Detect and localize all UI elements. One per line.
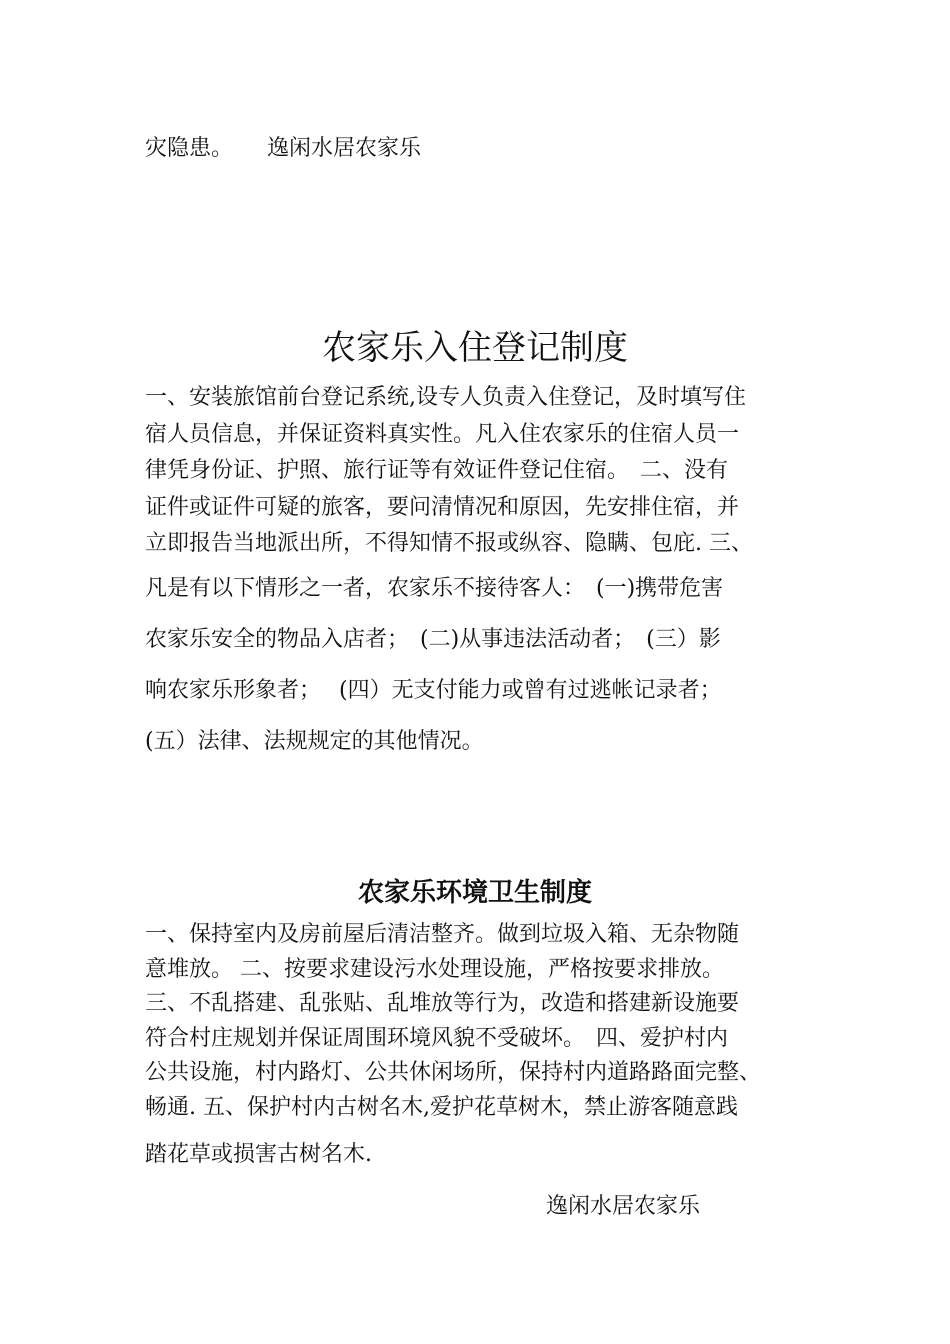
- section2-body: [145, 918, 809, 1173]
- section2-line: 公共设施，村内路灯、公共休闲场所，保持村内道路路面完整、: [145, 1060, 762, 1085]
- section1-line: 证件或证件可疑的旅客，要问清情况和原因，先安排住宿，并: [145, 494, 740, 520]
- section2-line: 踏花草或损害古树名木.: [145, 1142, 372, 1167]
- section1-line: 宿人员信息，并保证资料真实性。凡入住农家乐的住宿人员一: [145, 421, 740, 447]
- section2-line: 意堆放。 二、按要求建设污水处理设施，严格按要求排放。: [145, 956, 724, 982]
- section1-line: (五）法律、法规规定的其他情况。: [145, 728, 484, 754]
- section1-line: 立即报告当地派出所，不得知情不报或纵容、隐瞒、包庇. 三、: [145, 531, 753, 556]
- section1-line: 农家乐安全的物品入店者； (二)从事违法活动者； (三）影: [145, 626, 721, 652]
- section2-title: 农家乐环境卫生制度: [357, 878, 592, 908]
- section2-line: 一、保持室内及房前屋后清洁整齐。做到垃圾入箱、无杂物随: [145, 922, 740, 947]
- header-fragment: 灾隐患。: [145, 136, 234, 161]
- section2-line: 符合村庄规划并保证周围环境风貌不受破坏。 四、爱护村内: [145, 1025, 729, 1051]
- section1-body: [145, 380, 809, 767]
- section1-line: 凡是有以下情形之一者，农家乐不接待客人： (一)携带危害: [145, 575, 724, 601]
- header-signature: 逸闲水居农家乐: [267, 136, 422, 161]
- section1-line: 一、安装旅馆前台登记系统,设专人负责入住登记，及时填写住: [145, 385, 746, 410]
- section2-line: 畅通. 五、保护村内古树名木,爱护花草树木，禁止游客随意践: [145, 1094, 738, 1120]
- section1-line: 响农家乐形象者； (四）无支付能力或曾有过逃帐记录者；: [145, 677, 722, 703]
- section2-signature: 逸闲水居农家乐: [546, 1194, 701, 1219]
- section1-line: 律凭身份证、护照、旅行证等有效证件登记住宿。 二、没有: [145, 458, 729, 483]
- section1-title: 农家乐入住登记制度: [322, 328, 628, 368]
- header-line: [145, 134, 421, 164]
- section2-line: 三、不乱搭建、乱张贴、乱堆放等行为，改造和搭建新设施要: [145, 991, 740, 1016]
